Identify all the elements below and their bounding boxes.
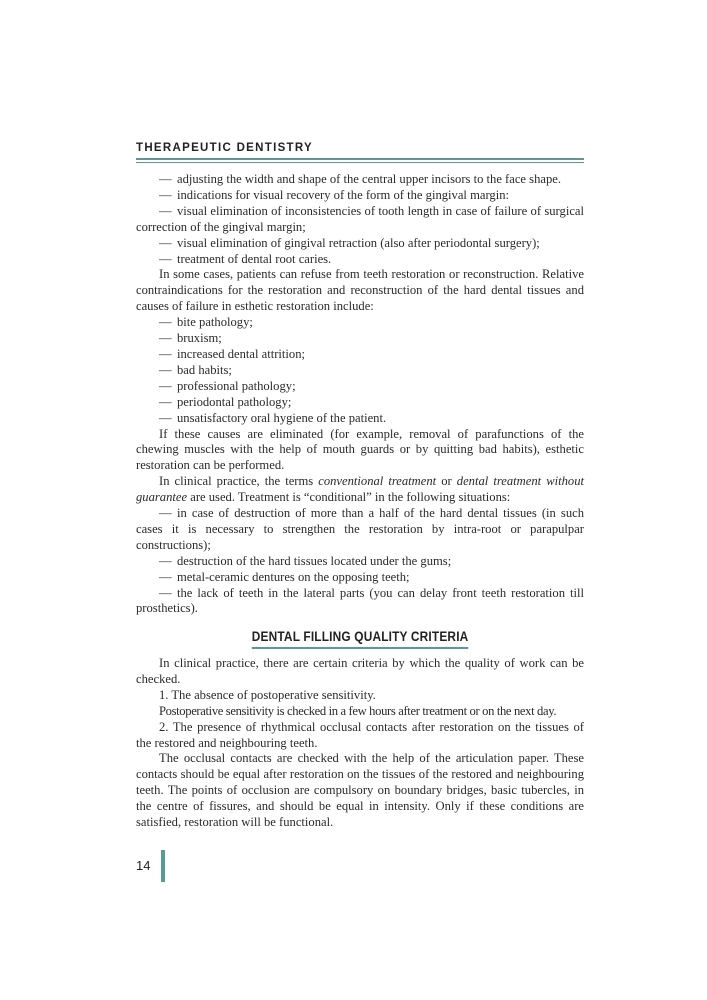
page-number-bar	[161, 850, 165, 882]
paragraph-conditional-treatment: In clinical practice, the terms conventional treatment or dental treatment without guarantee are used. Treatment is “conditional” in the following situations:	[136, 474, 584, 505]
bullet-item: — adjusting the width and shape of the central upper incisors to the face shape.	[159, 172, 561, 186]
paragraph-sensitivity: Postoperative sensitivity is checked in a few hours after treatment or on the next day.	[159, 703, 557, 718]
header-rule-thick	[136, 158, 584, 160]
paragraph-causes-eliminated: If these causes are eliminated (for example, removal of parafunctions of the chewing muscles with the help of mouth guards or by quitting bad habits), esthetic restoration can be performed.	[136, 426, 584, 473]
body-text-lower	[136, 656, 584, 831]
criterion-2: 2. The presence of rhythmical occlusal contacts after restoration on the tissues of the restored and neighbouring teeth.	[136, 719, 584, 750]
section-heading-text: DENTAL FILLING QUALITY CRITERIA	[252, 629, 469, 649]
page-number: 14	[136, 858, 151, 873]
bullet-item: — bruxism;	[159, 331, 222, 346]
bullet-item: — increased dental attrition;	[159, 346, 305, 361]
running-header-title: THERAPEUTIC DENTISTRY	[136, 142, 314, 154]
running-header	[136, 141, 584, 163]
paragraph-contraindications: In some cases, patients can refuse from teeth restoration or reconstruction. Relative contraindications for the restoration and reconstruction of the hard dental tissues and causes of failure in esthetic restoration include:	[136, 267, 584, 314]
paragraph-criteria-intro: In clinical practice, there are certain criteria by which the quality of work can be checked.	[136, 656, 584, 686]
bullet-item: — unsatisfactory oral hygiene of the patient.	[159, 410, 387, 425]
bullet-item: — bad habits;	[159, 362, 232, 377]
bullet-item: — destruction of the hard tissues located under the gums;	[159, 553, 452, 568]
bullet-item: — treatment of dental root caries.	[159, 251, 332, 266]
bullet-item: — professional pathology;	[159, 378, 296, 393]
header-rule-thin	[136, 162, 584, 163]
bullet-item-wrapped: — the lack of teeth in the lateral parts (you can delay front teeth restoration till prosthetics).	[136, 585, 584, 616]
bullet-item: — periodontal pathology;	[159, 394, 292, 409]
bullet-item-wrapped: — visual elimination of inconsistencies of tooth length in case of failure of surgical correction of the gingival margin;	[136, 203, 584, 234]
paragraph-occlusal-contacts: The occlusal contacts are checked with the help of the articulation paper. These contacts should be equal after restoration on the tissues of the restored and neighbouring teeth. The points of occlusion are compulsory on boundary bridges, basic tubercles, in the centre of fissures, and should be equal in intensity. Only if these conditions are satisfied, restoration will be functional.	[136, 751, 584, 830]
body-text-upper	[136, 172, 584, 617]
bullet-item: — metal-ceramic dentures on the opposing teeth;	[159, 569, 410, 584]
section-heading	[136, 628, 584, 649]
bullet-item: — visual elimination of gingival retraction (also after periodontal surgery);	[159, 235, 540, 250]
criterion-1: 1. The absence of postoperative sensitivity.	[159, 687, 376, 702]
bullet-item: — indications for visual recovery of the form of the gingival margin:	[159, 187, 510, 202]
bullet-item-wrapped: — in case of destruction of more than a half of the hard dental tissues (in such cases it is necessary to strengthen the restoration by intra-root or parapulpar constructions);	[136, 506, 584, 552]
bullet-item: — bite pathology;	[159, 315, 253, 330]
